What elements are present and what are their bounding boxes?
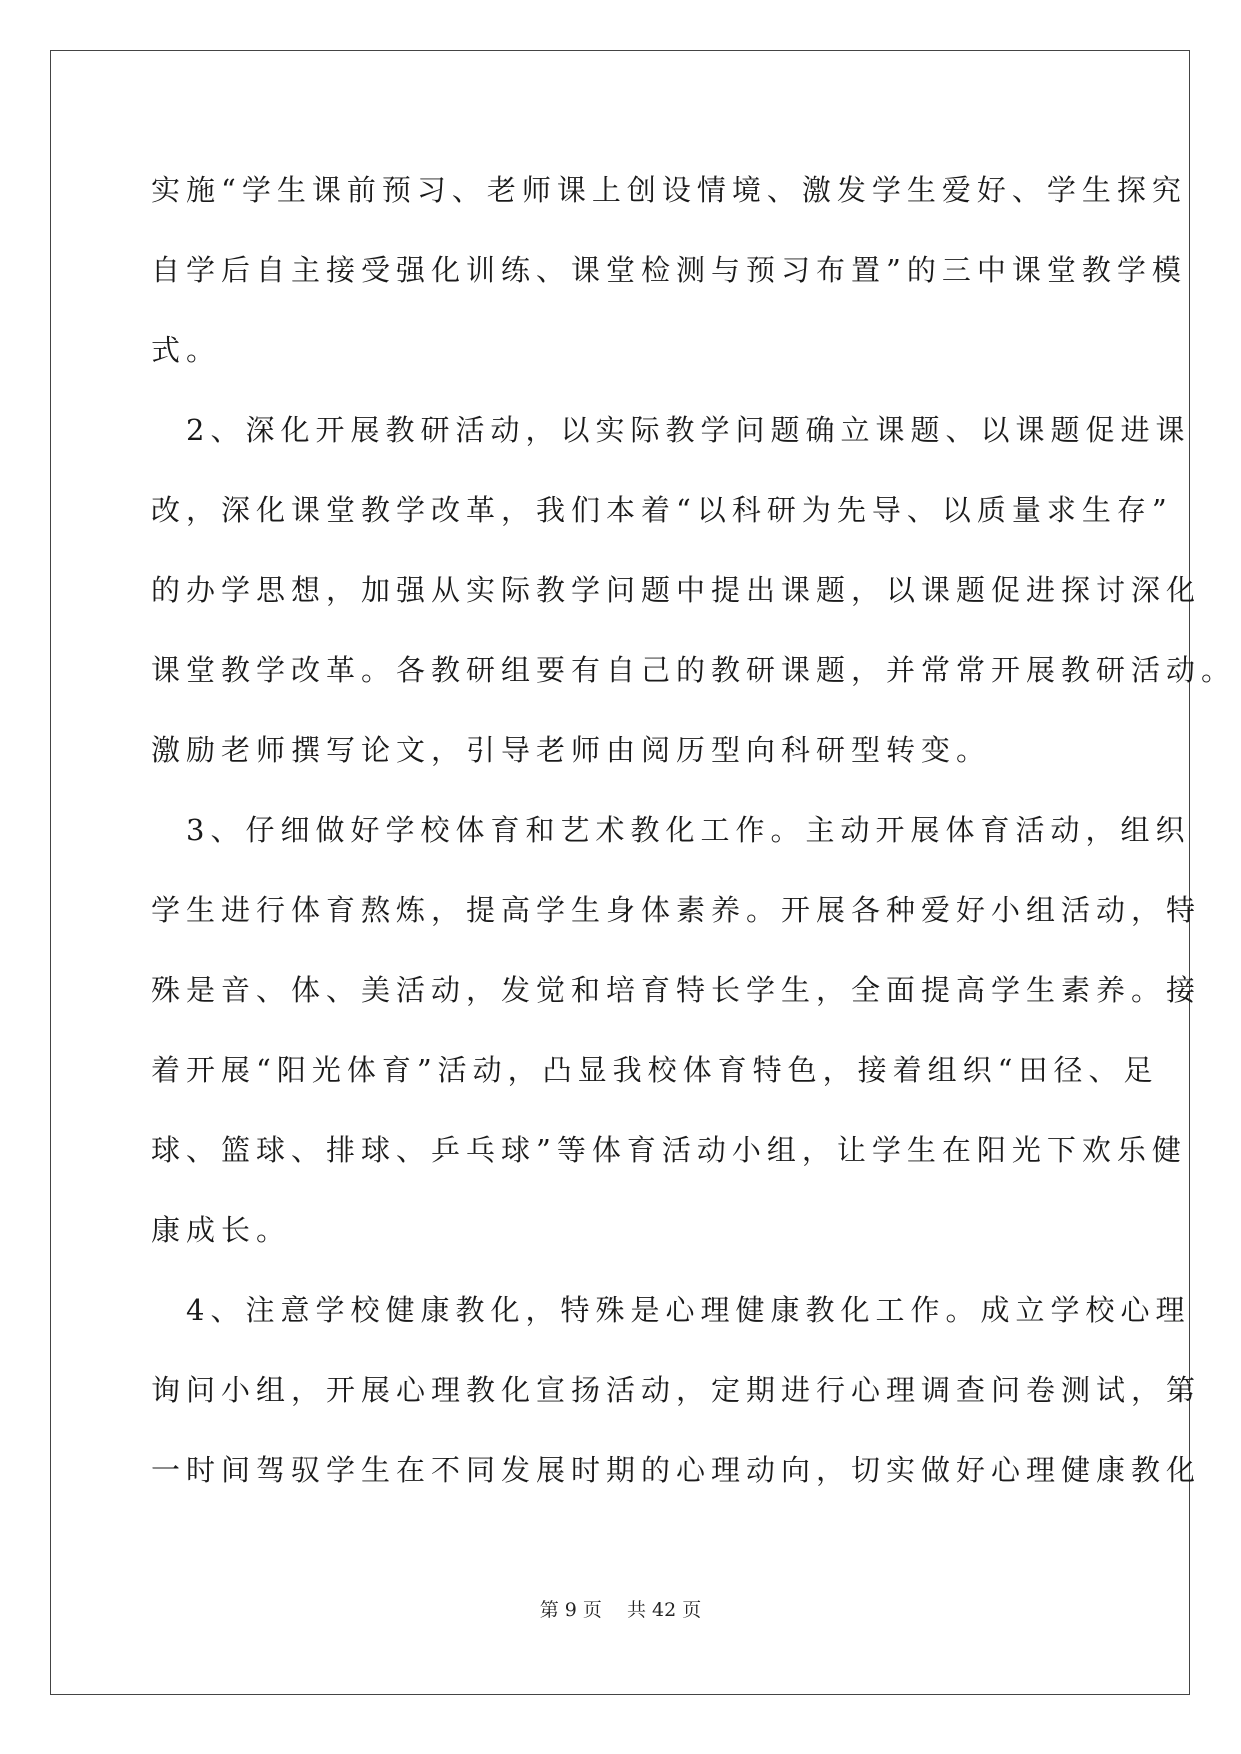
body-text-line: 殊是音、体、美活动，发觉和培育特长学生，全面提高学生素养。接: [151, 973, 1202, 1007]
body-text-line: 球、篮球、排球、乒乓球”等体育活动小组，让学生在阳光下欢乐健: [151, 1133, 1187, 1167]
body-text-line: 一时间驾驭学生在不同发展时期的心理动向，切实做好心理健康教化: [151, 1453, 1202, 1487]
page-border: [50, 50, 1190, 1695]
body-text-line: 实施“学生课前预习、老师课上创设情境、激发学生爱好、学生探究: [151, 173, 1187, 207]
body-text-line: 4、注意学校健康教化，特殊是心理健康教化工作。成立学校心理: [151, 1293, 1191, 1327]
body-text-line: 3、仔细做好学校体育和艺术教化工作。主动开展体育活动，组织: [151, 813, 1191, 847]
body-text-line: 激励老师撰写论文，引导老师由阅历型向科研型转变。: [151, 733, 992, 767]
body-text-line: 的办学思想，加强从实际教学问题中提出课题，以课题促进探讨深化: [151, 573, 1202, 607]
body-text-line: 着开展“阳光体育”活动，凸显我校体育特色，接着组织“田径、足: [151, 1053, 1159, 1087]
body-text-line: 2、深化开展教研活动，以实际教学问题确立课题、以课题促进课: [151, 413, 1191, 447]
body-text-line: 自学后自主接受强化训练、课堂检测与预习布置”的三中课堂教学模: [151, 253, 1187, 287]
body-text-line: 康成长。: [151, 1213, 292, 1247]
body-text-line: 式。: [151, 333, 222, 367]
body-text-line: 课堂教学改革。各教研组要有自己的教研课题，并常常开展教研活动。: [151, 653, 1237, 687]
page-number-footer: 第 9 页 共 42 页: [539, 1599, 702, 1621]
body-text-line: 学生进行体育熬炼，提高学生身体素养。开展各种爱好小组活动，特: [151, 893, 1202, 927]
body-text-line: 询问小组，开展心理教化宣扬活动，定期进行心理调查问卷测试，第: [151, 1373, 1202, 1407]
body-text-line: 改，深化课堂教学改革，我们本着“以科研为先导、以质量求生存”: [151, 493, 1173, 527]
